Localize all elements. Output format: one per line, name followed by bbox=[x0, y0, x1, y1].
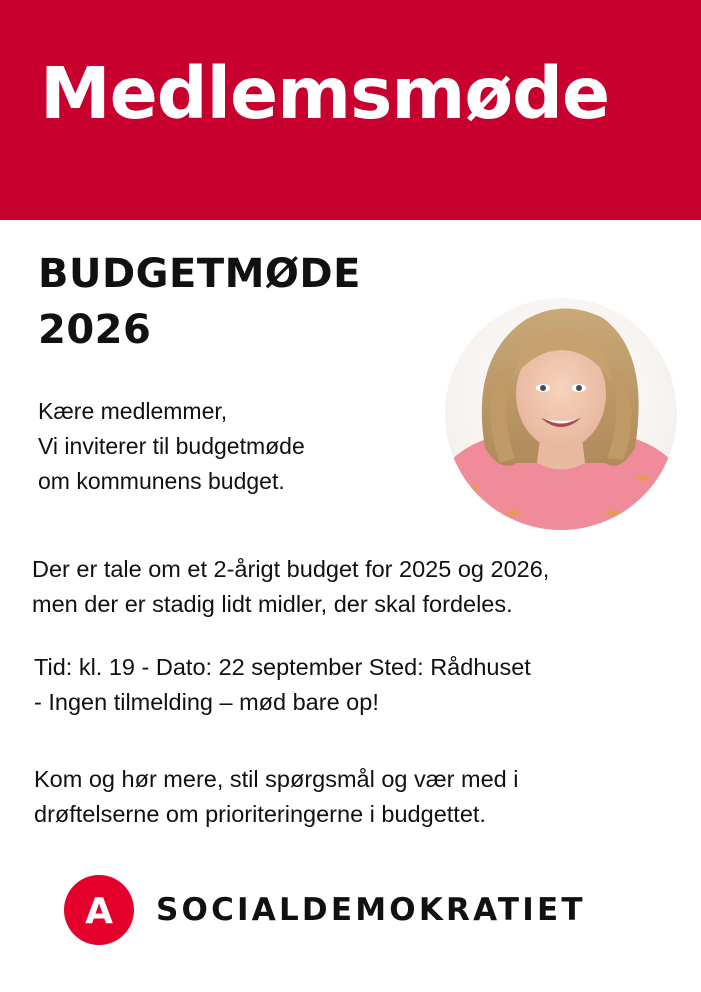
page-title bbox=[38, 246, 361, 358]
logo-letter: A bbox=[85, 891, 113, 932]
brand-name: SOCIALDEMOKRATIET bbox=[156, 892, 586, 928]
event-details-line-2: - Ingen tilmelding – mød bare op! bbox=[34, 689, 379, 715]
intro-text bbox=[38, 394, 305, 499]
invitation-line-2: drøftelserne om prioriteringerne i budgettet. bbox=[34, 801, 486, 827]
portrait-photo bbox=[445, 298, 677, 530]
intro-line-3: om kommunens budget. bbox=[38, 468, 285, 494]
party-logo-icon bbox=[64, 875, 134, 945]
event-details bbox=[34, 650, 531, 720]
intro-line-1: Kære medlemmer, bbox=[38, 398, 228, 424]
person-photo-icon bbox=[445, 298, 677, 530]
event-details-line-1: Tid: kl. 19 - Dato: 22 september Sted: Rådhuset bbox=[34, 654, 531, 680]
budget-line-2: men der er stadig lidt midler, der skal fordeles. bbox=[32, 591, 513, 617]
budget-paragraph bbox=[32, 552, 549, 622]
budget-line-1: Der er tale om et 2-årigt budget for 2025 og 2026, bbox=[32, 556, 550, 582]
title-line-1: BUDGETMØDE bbox=[38, 251, 361, 297]
header-banner bbox=[0, 0, 701, 220]
invitation-line-1: Kom og hør mere, stil spørgsmål og vær med i bbox=[34, 766, 519, 792]
header-title: Medlemsmøde bbox=[40, 52, 610, 135]
title-line-2: 2026 bbox=[38, 307, 152, 353]
invitation-paragraph bbox=[34, 762, 519, 832]
intro-line-2: Vi inviterer til budgetmøde bbox=[38, 433, 305, 459]
